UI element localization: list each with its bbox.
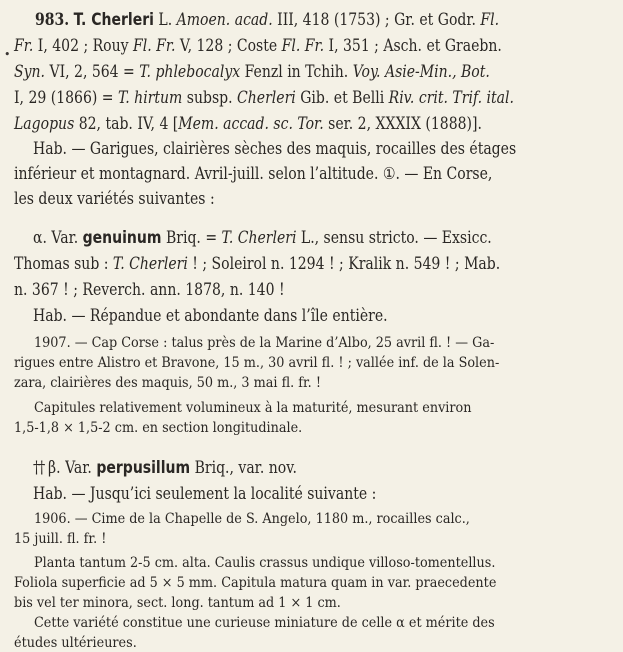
entry-line-2: Fr. I, 402 ; Rouy Fl. Fr. V, 128 ; Coste Fl. Fr. I, 351 ; Asch. et Graebn. [14, 36, 502, 55]
var-alpha-note-2: 1,5-1,8 × 1,5-2 cm. en section longitudinale. [14, 420, 303, 436]
margin-mark: • [4, 48, 11, 61]
var-beta-name: perpusillum [96, 458, 191, 477]
entry-habitat-3: les deux variétés suivantes : [14, 189, 215, 208]
var-beta-habitat: Hab. — Jusqu’ici seulement la localité suivante : [33, 484, 377, 503]
var-alpha-observation-1: 1907. — Cap Corse : talus près de la Marine d’Albo, 25 avril fl. ! — Ga- [34, 335, 495, 351]
entry-line-5: Lagopus 82, tab. IV, 4 [Mem. accad. sc. Tor. ser. 2, XXXIX (1888)]. [14, 114, 482, 133]
var-alpha-line-3: n. 367 ! ; Reverch. ann. 1878, n. 140 ! [14, 280, 285, 299]
var-beta-line-1: †† β. Var. perpusillum Briq., var. nov. [33, 458, 297, 477]
entry-habitat-2: inférieur et montagnard. Avril-juill. selon l’altitude. ①. — En Corse, [14, 164, 493, 183]
var-alpha-observation-3: zara, clairières des maquis, 50 m., 3 mai fl. fr. ! [14, 375, 321, 391]
entry-line-4: I, 29 (1866) = T. hirtum subsp. Cherleri Gib. et Belli Riv. crit. Trif. ital. [14, 88, 514, 107]
var-beta-latin-3: bis vel ter minora, sect. long. tantum ad 1 × 1 cm. [14, 595, 341, 611]
var-alpha-habitat: Hab. — Répandue et abondante dans l’île entière. [33, 306, 388, 325]
var-beta-observation-1: 1906. — Cime de la Chapelle de S. Angelo, 1180 m., rocailles calc., [34, 511, 470, 527]
var-beta-observation-2: 15 juill. fl. fr. ! [14, 531, 107, 547]
var-alpha-line-2: Thomas sub : T. Cherleri ! ; Soleirol n. 1294 ! ; Kralik n. 549 ! ; Mab. [14, 254, 501, 273]
var-alpha-observation-2: rigues entre Alistro et Bravone, 15 m., 30 avril fl. ! ; vallée inf. de la Solen- [14, 355, 500, 371]
entry-line-1: 983. T. Cherleri L. Amoen. acad. III, 418 (1753) ; Gr. et Godr. Fl. [35, 10, 500, 29]
entry-habitat-1: Hab. — Garigues, clairières sèches des maquis, rocailles des étages [33, 139, 517, 158]
var-alpha-name: genuinum [82, 228, 162, 247]
var-alpha-note-1: Capitules relativement volumineux à la maturité, mesurant environ [34, 400, 472, 416]
var-alpha-line-1: α. Var. genuinum Briq. = T. Cherleri L., sensu stricto. — Exsicc. [33, 228, 492, 247]
entry-number: 983. [35, 10, 70, 29]
var-beta-remark-1: Cette variété constitue une curieuse miniature de celle α et mérite des [34, 615, 495, 631]
entry-taxon: T. Cherleri [73, 10, 154, 29]
var-beta-remark-2: études ultérieures. [14, 635, 137, 651]
var-beta-latin-2: Foliola superficie ad 5 × 5 mm. Capitula matura quam in var. praecedente [14, 575, 497, 591]
dagger-mark: †† [33, 458, 44, 477]
entry-line-3: Syn. VI, 2, 564 = T. phlebocalyx Fenzl in Tchih. Voy. Asie-Min., Bot. [14, 62, 490, 81]
var-beta-latin-1: Planta tantum 2-5 cm. alta. Caulis crassus undique villoso-tomentellus. [34, 555, 496, 571]
